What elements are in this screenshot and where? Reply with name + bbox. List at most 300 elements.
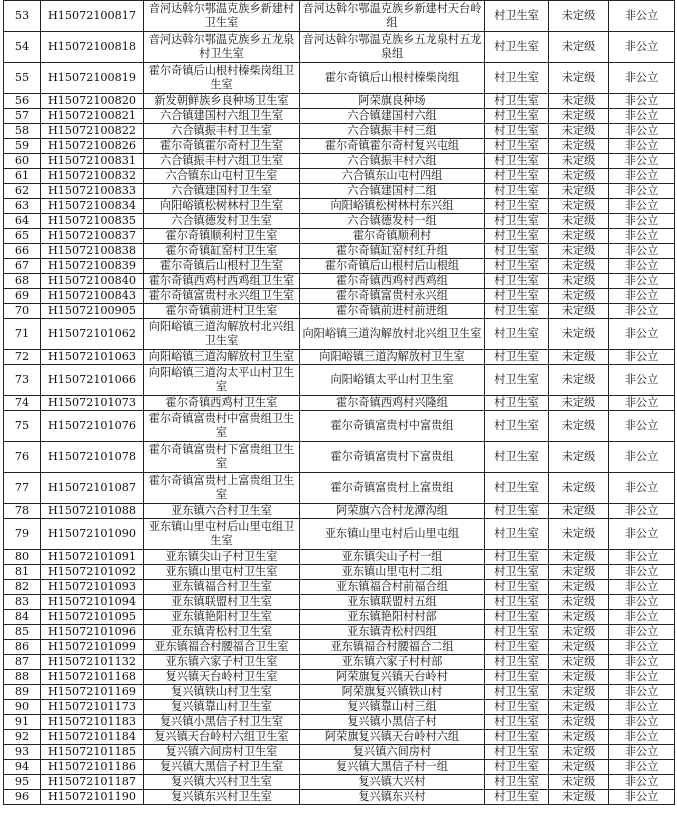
institution-name: 复兴镇六间房村卫生室 [144, 745, 300, 760]
institution-name: 复兴镇铁山村卫生室 [144, 685, 300, 700]
institution-level: 未定级 [549, 304, 609, 319]
row-number: 83 [4, 595, 41, 610]
institution-name: 亚东镇青松村卫生室 [144, 625, 300, 640]
institution-code: H15072101092 [41, 565, 144, 580]
table-row [4, 595, 675, 610]
institution-code: H15072100833 [41, 184, 144, 199]
row-number: 65 [4, 229, 41, 244]
institution-type: 村卫生室 [485, 610, 549, 625]
institution-level: 未定级 [549, 244, 609, 259]
institution-type: 村卫生室 [485, 700, 549, 715]
table-row [4, 625, 675, 640]
row-number: 64 [4, 214, 41, 229]
institution-type: 村卫生室 [485, 396, 549, 411]
institution-name: 霍尔奇镇富贵村中富贵组卫生室 [144, 411, 300, 442]
institution-level: 未定级 [549, 124, 609, 139]
institution-level: 未定级 [549, 519, 609, 550]
institution-type: 村卫生室 [485, 595, 549, 610]
institution-level: 未定级 [549, 504, 609, 519]
institution-address: 阿荣旗复兴镇天台岭村 [300, 670, 485, 685]
row-number: 66 [4, 244, 41, 259]
row-number: 55 [4, 63, 41, 94]
institution-code: H15072100837 [41, 229, 144, 244]
institution-name: 亚东镇山里屯村卫生室 [144, 565, 300, 580]
table-row [4, 715, 675, 730]
institution-nature: 非公立 [609, 655, 675, 670]
table-row [4, 640, 675, 655]
institution-name: 霍尔奇镇西鸡村西鸡组卫生室 [144, 274, 300, 289]
institution-address: 霍尔奇镇富贵村上富贵组 [300, 473, 485, 504]
table-row [4, 365, 675, 396]
institution-nature: 非公立 [609, 411, 675, 442]
institution-name: 复兴镇小黑信子村卫生室 [144, 715, 300, 730]
institution-code: H15072101073 [41, 396, 144, 411]
institution-address: 向阳峪镇三道沟解放村卫生室 [300, 350, 485, 365]
row-number: 72 [4, 350, 41, 365]
institution-level: 未定级 [549, 169, 609, 184]
institution-address: 复兴镇六间房村 [300, 745, 485, 760]
institution-level: 未定级 [549, 610, 609, 625]
institution-level: 未定级 [549, 109, 609, 124]
institution-address: 复兴镇小黑信子村 [300, 715, 485, 730]
table-row [4, 775, 675, 790]
institution-level: 未定级 [549, 760, 609, 775]
institution-nature: 非公立 [609, 745, 675, 760]
institution-address: 霍尔奇镇富贵村中富贵组 [300, 411, 485, 442]
institution-address: 亚东镇福合村前福合组 [300, 580, 485, 595]
institution-level: 未定级 [549, 790, 609, 805]
institution-type: 村卫生室 [485, 199, 549, 214]
row-number: 62 [4, 184, 41, 199]
institution-address: 音河达斡尔鄂温克族乡五龙泉村五龙泉组 [300, 32, 485, 63]
institution-name: 向阳峪镇松树林村卫生室 [144, 199, 300, 214]
row-number: 88 [4, 670, 41, 685]
institution-level: 未定级 [549, 655, 609, 670]
row-number: 91 [4, 715, 41, 730]
institution-name: 霍尔奇镇富贵村上富贵组卫生室 [144, 473, 300, 504]
institution-name: 复兴镇大黑信子村卫生室 [144, 760, 300, 775]
row-number: 96 [4, 790, 41, 805]
table-row [4, 550, 675, 565]
institution-address: 亚东镇联盟村五组 [300, 595, 485, 610]
institution-name: 亚东镇福合村腰福合卫生室 [144, 640, 300, 655]
institution-nature: 非公立 [609, 32, 675, 63]
institution-level: 未定级 [549, 289, 609, 304]
institution-address: 霍尔奇镇缸窑村红升组 [300, 244, 485, 259]
institution-type: 村卫生室 [485, 274, 549, 289]
table-row [4, 124, 675, 139]
row-number: 73 [4, 365, 41, 396]
row-number: 81 [4, 565, 41, 580]
row-number: 86 [4, 640, 41, 655]
institution-name: 霍尔奇镇缸窑村卫生室 [144, 244, 300, 259]
institution-nature: 非公立 [609, 625, 675, 640]
institution-nature: 非公立 [609, 790, 675, 805]
institution-address: 霍尔奇镇富贵村永兴组 [300, 289, 485, 304]
table-row [4, 63, 675, 94]
institution-level: 未定级 [549, 154, 609, 169]
institution-address: 向阳峪镇松树林村东兴组 [300, 199, 485, 214]
institution-level: 未定级 [549, 350, 609, 365]
institution-code: H15072101091 [41, 550, 144, 565]
institution-address: 阿荣旗复兴镇天台岭村六组 [300, 730, 485, 745]
row-number: 90 [4, 700, 41, 715]
institution-name: 复兴镇东兴村卫生室 [144, 790, 300, 805]
table-row [4, 685, 675, 700]
institution-nature: 非公立 [609, 685, 675, 700]
institution-name: 亚东镇艳阳村卫生室 [144, 610, 300, 625]
institution-nature: 非公立 [609, 199, 675, 214]
institution-level: 未定级 [549, 565, 609, 580]
institution-name: 亚东镇六家子村卫生室 [144, 655, 300, 670]
institution-address: 霍尔奇镇后山根村榛柴岗组 [300, 63, 485, 94]
clinic-table [3, 0, 675, 805]
institution-code: H15072101096 [41, 625, 144, 640]
table-row [4, 289, 675, 304]
institution-nature: 非公立 [609, 259, 675, 274]
institution-type: 村卫生室 [485, 473, 549, 504]
institution-code: H15072101078 [41, 442, 144, 473]
institution-type: 村卫生室 [485, 519, 549, 550]
institution-nature: 非公立 [609, 229, 675, 244]
institution-name: 霍尔奇镇富贵村永兴组卫生室 [144, 289, 300, 304]
institution-address: 霍尔奇镇富贵村下富贵组 [300, 442, 485, 473]
row-number: 57 [4, 109, 41, 124]
institution-name: 向阳峪镇三道沟解放村北兴组卫生室 [144, 319, 300, 350]
table-row [4, 304, 675, 319]
institution-type: 村卫生室 [485, 775, 549, 790]
institution-address: 阿荣旗良种场 [300, 94, 485, 109]
institution-code: H15072101186 [41, 760, 144, 775]
row-number: 61 [4, 169, 41, 184]
institution-name: 亚东镇联盟村卫生室 [144, 595, 300, 610]
row-number: 84 [4, 610, 41, 625]
institution-address: 霍尔奇镇顺利村 [300, 229, 485, 244]
institution-name: 霍尔奇镇前进村卫生室 [144, 304, 300, 319]
institution-address: 亚东镇福合村腰福合二组 [300, 640, 485, 655]
row-number: 87 [4, 655, 41, 670]
table-row [4, 259, 675, 274]
row-number: 67 [4, 259, 41, 274]
institution-code: H15072101088 [41, 504, 144, 519]
row-number: 54 [4, 32, 41, 63]
institution-name: 六合镇建国村六组卫生室 [144, 109, 300, 124]
institution-name: 亚东镇六合村卫生室 [144, 504, 300, 519]
institution-name: 向阳峪镇三道沟太平山村卫生室 [144, 365, 300, 396]
table-row [4, 700, 675, 715]
institution-code: H15072100905 [41, 304, 144, 319]
institution-level: 未定级 [549, 139, 609, 154]
institution-address: 音河达斡尔鄂温克族乡新建村天台岭组 [300, 1, 485, 32]
institution-address: 向阳峪镇太平山村卫生室 [300, 365, 485, 396]
institution-code: H15072100838 [41, 244, 144, 259]
institution-address: 亚东镇山里屯村二组 [300, 565, 485, 580]
institution-address: 亚东镇尖山子村一组 [300, 550, 485, 565]
row-number: 68 [4, 274, 41, 289]
institution-level: 未定级 [549, 442, 609, 473]
institution-type: 村卫生室 [485, 655, 549, 670]
institution-type: 村卫生室 [485, 565, 549, 580]
institution-level: 未定级 [549, 184, 609, 199]
institution-nature: 非公立 [609, 319, 675, 350]
row-number: 89 [4, 685, 41, 700]
institution-code: H15072101062 [41, 319, 144, 350]
row-number: 93 [4, 745, 41, 760]
table-row [4, 274, 675, 289]
table-row [4, 565, 675, 580]
institution-address: 复兴镇靠山村三组 [300, 700, 485, 715]
row-number: 71 [4, 319, 41, 350]
institution-name: 亚东镇尖山子村卫生室 [144, 550, 300, 565]
institution-code: H15072100821 [41, 109, 144, 124]
institution-name: 霍尔奇镇霍尔奇村卫生室 [144, 139, 300, 154]
institution-nature: 非公立 [609, 640, 675, 655]
institution-level: 未定级 [549, 32, 609, 63]
row-number: 69 [4, 289, 41, 304]
institution-name: 音河达斡尔鄂温克族乡新建村卫生室 [144, 1, 300, 32]
institution-code: H15072100820 [41, 94, 144, 109]
institution-code: H15072100832 [41, 169, 144, 184]
table-row [4, 655, 675, 670]
row-number: 75 [4, 411, 41, 442]
institution-type: 村卫生室 [485, 580, 549, 595]
institution-type: 村卫生室 [485, 685, 549, 700]
institution-name: 六合镇德发村卫生室 [144, 214, 300, 229]
institution-code: H15072100822 [41, 124, 144, 139]
institution-level: 未定级 [549, 274, 609, 289]
institution-code: H15072100817 [41, 1, 144, 32]
row-number: 92 [4, 730, 41, 745]
institution-level: 未定级 [549, 259, 609, 274]
table-row [4, 473, 675, 504]
institution-nature: 非公立 [609, 565, 675, 580]
institution-level: 未定级 [549, 625, 609, 640]
institution-address: 霍尔奇镇西鸡村兴隆组 [300, 396, 485, 411]
institution-code: H15072101087 [41, 473, 144, 504]
institution-nature: 非公立 [609, 169, 675, 184]
table-row [4, 109, 675, 124]
institution-nature: 非公立 [609, 730, 675, 745]
institution-type: 村卫生室 [485, 350, 549, 365]
table-row [4, 790, 675, 805]
institution-level: 未定级 [549, 63, 609, 94]
institution-code: H15072101093 [41, 580, 144, 595]
institution-level: 未定级 [549, 715, 609, 730]
institution-level: 未定级 [549, 775, 609, 790]
institution-name: 向阳峪镇三道沟解放村卫生室 [144, 350, 300, 365]
institution-code: H15072101066 [41, 365, 144, 396]
institution-name: 六合镇建国村卫生室 [144, 184, 300, 199]
table-row [4, 350, 675, 365]
row-number: 95 [4, 775, 41, 790]
institution-address: 霍尔奇镇前进村前进组 [300, 304, 485, 319]
institution-level: 未定级 [549, 94, 609, 109]
institution-level: 未定级 [549, 229, 609, 244]
row-number: 74 [4, 396, 41, 411]
institution-code: H15072101183 [41, 715, 144, 730]
institution-type: 村卫生室 [485, 124, 549, 139]
institution-address: 亚东镇山里屯村后山里屯组 [300, 519, 485, 550]
institution-type: 村卫生室 [485, 730, 549, 745]
institution-address: 亚东镇艳阳村村部 [300, 610, 485, 625]
table-row [4, 411, 675, 442]
institution-address: 阿荣旗六合村龙潭沟组 [300, 504, 485, 519]
institution-nature: 非公立 [609, 760, 675, 775]
institution-code: H15072101185 [41, 745, 144, 760]
institution-nature: 非公立 [609, 274, 675, 289]
institution-type: 村卫生室 [485, 745, 549, 760]
institution-nature: 非公立 [609, 519, 675, 550]
row-number: 58 [4, 124, 41, 139]
table-row [4, 580, 675, 595]
row-number: 76 [4, 442, 41, 473]
institution-code: H15072101076 [41, 411, 144, 442]
institution-nature: 非公立 [609, 504, 675, 519]
table-row [4, 214, 675, 229]
institution-nature: 非公立 [609, 670, 675, 685]
institution-code: H15072101169 [41, 685, 144, 700]
institution-type: 村卫生室 [485, 139, 549, 154]
row-number: 63 [4, 199, 41, 214]
institution-name: 音河达斡尔鄂温克族乡五龙泉村卫生室 [144, 32, 300, 63]
institution-nature: 非公立 [609, 350, 675, 365]
table-row [4, 610, 675, 625]
institution-address: 向阳峪镇三道沟解放村北兴组卫生室 [300, 319, 485, 350]
institution-type: 村卫生室 [485, 154, 549, 169]
institution-code: H15072100840 [41, 274, 144, 289]
row-number: 85 [4, 625, 41, 640]
institution-type: 村卫生室 [485, 304, 549, 319]
institution-type: 村卫生室 [485, 63, 549, 94]
institution-name: 六合镇振丰村六组卫生室 [144, 154, 300, 169]
institution-nature: 非公立 [609, 139, 675, 154]
institution-nature: 非公立 [609, 304, 675, 319]
table-body [4, 1, 675, 805]
row-number: 70 [4, 304, 41, 319]
institution-type: 村卫生室 [485, 319, 549, 350]
institution-level: 未定级 [549, 640, 609, 655]
institution-level: 未定级 [549, 199, 609, 214]
row-number: 82 [4, 580, 41, 595]
institution-code: H15072100835 [41, 214, 144, 229]
institution-type: 村卫生室 [485, 169, 549, 184]
table-row [4, 32, 675, 63]
table-row [4, 229, 675, 244]
institution-level: 未定级 [549, 685, 609, 700]
institution-name: 霍尔奇镇顺利村卫生室 [144, 229, 300, 244]
row-number: 80 [4, 550, 41, 565]
institution-nature: 非公立 [609, 580, 675, 595]
institution-type: 村卫生室 [485, 504, 549, 519]
row-number: 94 [4, 760, 41, 775]
institution-level: 未定级 [549, 365, 609, 396]
institution-address: 六合镇建国村二组 [300, 184, 485, 199]
institution-name: 新发朝鲜族乡良种场卫生室 [144, 94, 300, 109]
institution-name: 霍尔奇镇后山根村卫生室 [144, 259, 300, 274]
institution-code: H15072101190 [41, 790, 144, 805]
institution-type: 村卫生室 [485, 411, 549, 442]
institution-address: 六合镇建国村六组 [300, 109, 485, 124]
institution-name: 亚东镇福合村卫生室 [144, 580, 300, 595]
institution-code: H15072101184 [41, 730, 144, 745]
institution-nature: 非公立 [609, 94, 675, 109]
institution-type: 村卫生室 [485, 550, 549, 565]
institution-address: 六合镇德发村一组 [300, 214, 485, 229]
institution-nature: 非公立 [609, 775, 675, 790]
institution-level: 未定级 [549, 396, 609, 411]
institution-name: 复兴镇大兴村卫生室 [144, 775, 300, 790]
institution-nature: 非公立 [609, 610, 675, 625]
table-row [4, 199, 675, 214]
row-number: 60 [4, 154, 41, 169]
institution-type: 村卫生室 [485, 442, 549, 473]
row-number: 78 [4, 504, 41, 519]
institution-nature: 非公立 [609, 109, 675, 124]
institution-type: 村卫生室 [485, 670, 549, 685]
row-number: 59 [4, 139, 41, 154]
institution-level: 未定级 [549, 730, 609, 745]
institution-name: 亚东镇山里屯村后山里屯组卫生室 [144, 519, 300, 550]
institution-name: 复兴镇靠山村卫生室 [144, 700, 300, 715]
institution-address: 复兴镇大兴村 [300, 775, 485, 790]
table-row [4, 745, 675, 760]
institution-nature: 非公立 [609, 124, 675, 139]
row-number: 79 [4, 519, 41, 550]
institution-type: 村卫生室 [485, 109, 549, 124]
row-number: 53 [4, 1, 41, 32]
institution-name: 复兴镇天台岭村卫生室 [144, 670, 300, 685]
institution-address: 复兴镇东兴村 [300, 790, 485, 805]
institution-type: 村卫生室 [485, 229, 549, 244]
table-row [4, 139, 675, 154]
institution-code: H15072101099 [41, 640, 144, 655]
institution-nature: 非公立 [609, 595, 675, 610]
institution-nature: 非公立 [609, 244, 675, 259]
institution-code: H15072100839 [41, 259, 144, 274]
institution-nature: 非公立 [609, 365, 675, 396]
institution-code: H15072101168 [41, 670, 144, 685]
institution-type: 村卫生室 [485, 32, 549, 63]
institution-level: 未定级 [549, 411, 609, 442]
table-row [4, 760, 675, 775]
institution-nature: 非公立 [609, 550, 675, 565]
institution-name: 霍尔奇镇西鸡村卫生室 [144, 396, 300, 411]
table-row [4, 519, 675, 550]
institution-address: 阿荣旗复兴镇铁山村 [300, 685, 485, 700]
institution-nature: 非公立 [609, 184, 675, 199]
institution-address: 六合镇东山屯村四组 [300, 169, 485, 184]
institution-type: 村卫生室 [485, 365, 549, 396]
institution-nature: 非公立 [609, 154, 675, 169]
institution-level: 未定级 [549, 319, 609, 350]
institution-code: H15072101063 [41, 350, 144, 365]
institution-code: H15072101095 [41, 610, 144, 625]
institution-address: 六合镇振丰村六组 [300, 154, 485, 169]
row-number: 56 [4, 94, 41, 109]
institution-level: 未定级 [549, 550, 609, 565]
institution-type: 村卫生室 [485, 1, 549, 32]
institution-code: H15072101132 [41, 655, 144, 670]
institution-name: 霍尔奇镇后山根村榛柴岗组卫生室 [144, 63, 300, 94]
institution-level: 未定级 [549, 1, 609, 32]
institution-level: 未定级 [549, 700, 609, 715]
institution-code: H15072101094 [41, 595, 144, 610]
institution-nature: 非公立 [609, 700, 675, 715]
institution-type: 村卫生室 [485, 790, 549, 805]
table-row [4, 244, 675, 259]
institution-level: 未定级 [549, 214, 609, 229]
institution-level: 未定级 [549, 745, 609, 760]
